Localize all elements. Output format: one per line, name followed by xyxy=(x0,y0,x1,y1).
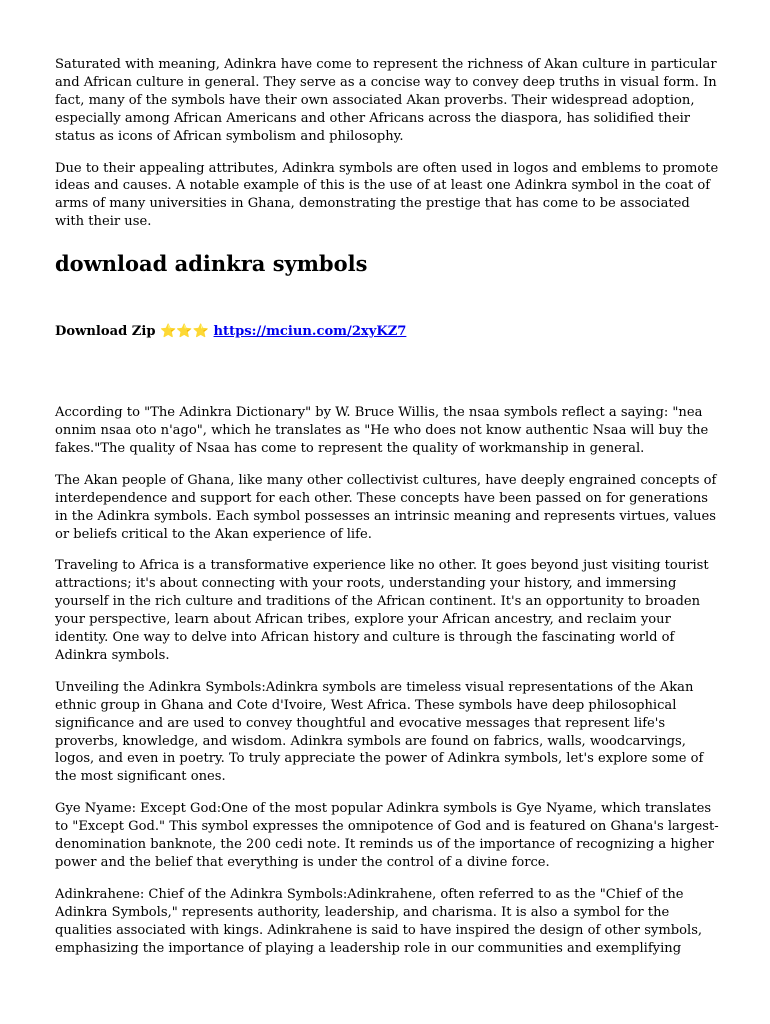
page-heading: download adinkra symbols xyxy=(55,251,368,277)
paragraph-unveiling-symbols: Unveiling the Adinkra Symbols:Adinkra symbols are timeless visual representations of the Akan ethnic group in Ghana and Cote d'Ivoire, West Africa. These symbols have deep philosophical significance and are used to convey thoughtful and evocative messages that represent life's proverbs, knowledge, and wisdom. Adinkra symbols are found on fabrics, walls, woodcarvings, logos, and even in poetry. To truly appreciate the power of Adinkra symbols, let's explore some of the most significant ones. xyxy=(55,679,704,785)
download-label: Download Zip xyxy=(55,324,156,340)
download-link[interactable]: https://mciun.com/2xyKZ7 xyxy=(213,324,407,340)
paragraph-nsaa: According to "The Adinkra Dictionary" by W. Bruce Willis, the nsaa symbols reflect a saying: "nea onnim nsaa oto n'ago", which he translates as "He who does not know authentic Nsaa will buy the fakes."The quality of Nsaa has come to represent the quality of workmanship in general. xyxy=(55,405,709,456)
paragraph-traveling-africa: Traveling to Africa is a transformative experience like no other. It goes beyond just visiting tourist attractions; it's about connecting with your roots, understanding your history, and immersing yourself in the rich culture and traditions of the African continent. It's an opportunity to broaden your perspective, learn about African tribes, explore your African ancestry, and reclaim your identity. One way to delve into African history and culture is through the fascinating world of Adinkra symbols. xyxy=(55,558,709,663)
arrow-icons: ⭐⭐⭐ xyxy=(160,324,209,340)
paragraph-gye-nyame: Gye Nyame: Except God:One of the most popular Adinkra symbols is Gye Nyame, which translates to "Except God." This symbol expresses the omnipotence of God and is featured on Ghana's largest-denomination banknote, the 200 cedi note. It reminds us of the importance of recognizing a higher power and the belief that everything is under the control of a divine force. xyxy=(55,801,719,870)
paragraph-akan-people: The Akan people of Ghana, like many other collectivist cultures, have deeply engrained concepts of interdependence and support for each other. These concepts have been passed on for generations in the Adinkra symbols. Each symbol possesses an intrinsic meaning and represents virtues, values or beliefs critical to the Akan experience of life. xyxy=(55,472,717,542)
paragraph-adinkrahene: Adinkrahene: Chief of the Adinkra Symbols:Adinkrahene, often referred to as the "Chief of the Adinkra Symbols," represents authority, leadership, and charisma. It is also a symbol for the qualities associated with kings. Adinkrahene is said to have inspired the design of other symbols, emphasizing the importance of playing a leadership role in our communities and exemplifying xyxy=(55,886,703,956)
paragraph-adinkra-logos: Due to their appealing attributes, Adinkra symbols are often used in logos and emblems to promote ideas and causes. A notable example of this is the use of at least one Adinkra symbol in the coat of arms of many universities in Ghana, demonstrating the prestige that has come to be associated with their use. xyxy=(55,160,719,230)
paragraph-adinkra-meaning: Saturated with meaning, Adinkra have come to represent the richness of Akan culture in particular and African culture in general. They serve as a concise way to convey deep truths in visual form. In fact, many of the symbols have their own associated Akan proverbs. Their widespread adoption, especially among African Americans and other Africans across the diaspora, has solidified their status as icons of African symbolism and philosophy. xyxy=(55,57,717,144)
download-line xyxy=(55,323,720,341)
document-page xyxy=(55,0,720,958)
